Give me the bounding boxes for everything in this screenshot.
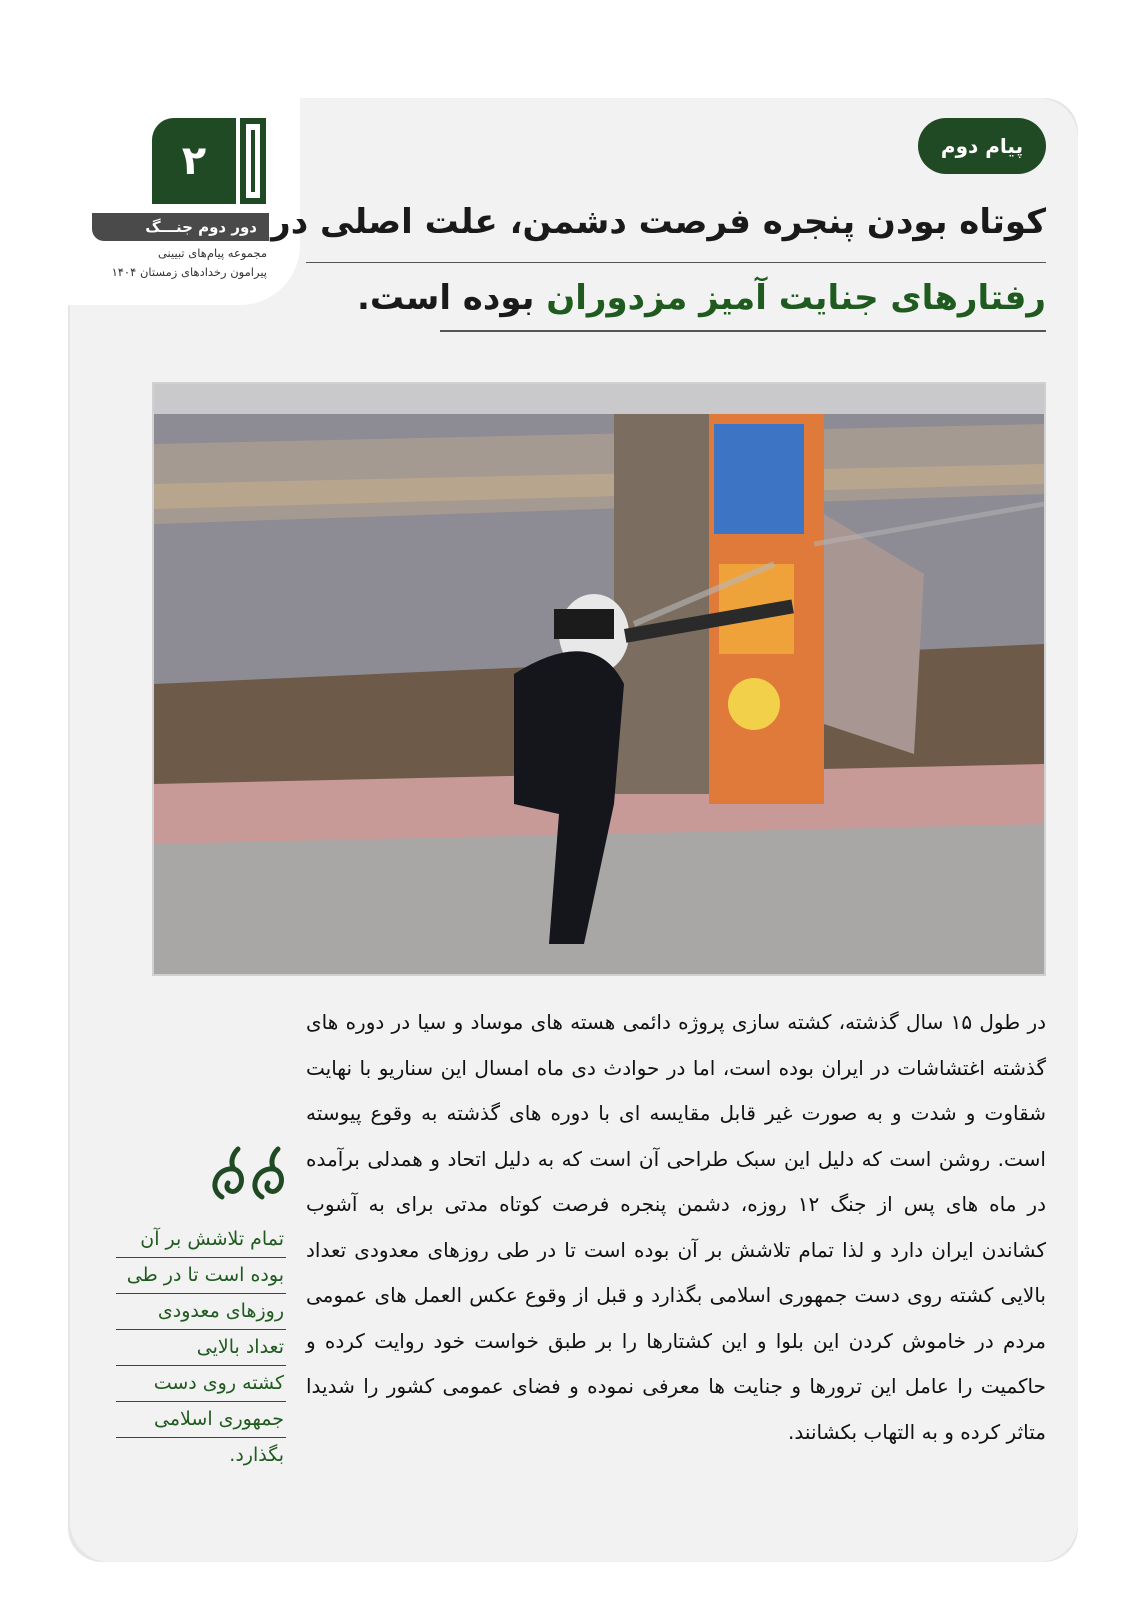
pull-quote-line: کشته روی دست	[116, 1366, 286, 1402]
news-photo	[152, 382, 1046, 976]
headline-underline-1	[306, 262, 1046, 263]
pull-quote	[116, 1222, 286, 1473]
pull-quote-line: تمام تلاشش بر آن	[116, 1222, 286, 1258]
brand-logo-icon	[246, 124, 260, 198]
headline-underline-2	[440, 330, 1046, 332]
series-subtitle-2: پیرامون رخدادهای زمستان ۱۴۰۴	[111, 265, 267, 279]
pull-quote-line: بوده است تا در طی	[116, 1258, 286, 1294]
series-subtitle-1: مجموعه پیام‌های تبیینی	[157, 246, 267, 260]
headline-rest: بوده است.	[356, 278, 547, 318]
pull-quote-line: روزهای معدودی	[116, 1294, 286, 1330]
pull-quote-line: بگذارد.	[229, 1444, 284, 1466]
pull-quote-line: جمهوری اسلامی	[116, 1402, 286, 1438]
headline-line-1: کوتاه بودن پنجره فرصت دشمن، علت اصلی در	[271, 202, 1046, 242]
issue-number: ۲	[152, 118, 236, 204]
article-body: در طول ۱۵ سال گذشته، کشته سازی پروژه دائمی هسته های موساد و سیا در دوره های گذشته اغتشاشات در ایران بوده است، اما در حوادث دی ماه امسال این سناریو با نهایت شقاوت و شدت و به صورت غیر قابل مقایسه ای با دوره های گذشته به وقوع پیوسته است. روشن است که دلیل این سبک طراحی آن است که به دلیل اتحاد و همدلی برآمده در ماه های پس از جنگ ۱۲ روزه، دشمن پنجره فرصت کوتاه مدتی برای به آشوب کشاندن ایران دارد و لذا تمام تلاشش بر آن بوده است تا در طی روزهای معدودی تعداد بالایی کشته روی دست جمهوری اسلامی بگذارد و قبل از وقوع عکس العمل های عمومی مردم در خاموش کردن این بلوا و این کشتارها را بر طبق خواست خود روایت کرده و حاکمیت را عامل این ترورها و جنایت ها معرفی نموده و فضای عمومی کشور را شدیدا متاثر کرده و به التهاب بکشانند.	[306, 1010, 1047, 1444]
headline-highlight: رفتارهای جنایت آمیز مزدوران	[546, 278, 1046, 318]
pull-quote-line: تعداد بالایی	[116, 1330, 286, 1366]
message-badge: پیام دوم	[918, 118, 1046, 174]
quote-icon	[212, 1145, 292, 1205]
headline-line-2	[306, 278, 1046, 318]
series-title: دور دوم جنـــگ	[92, 213, 269, 241]
